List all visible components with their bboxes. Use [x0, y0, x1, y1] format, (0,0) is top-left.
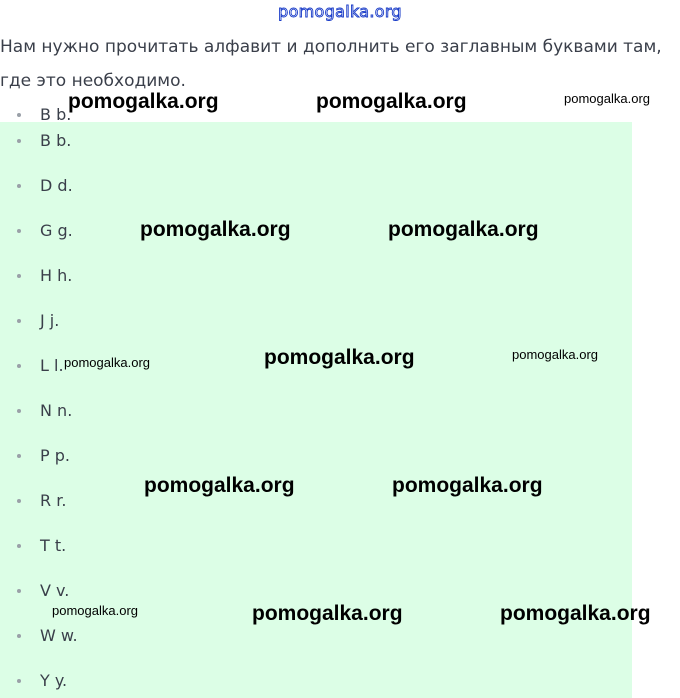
bullet-icon — [17, 499, 21, 503]
bullet-icon — [17, 319, 21, 323]
watermark: pomogalka.org — [52, 603, 138, 618]
bullet-icon — [17, 139, 21, 143]
watermark: pomogalka.org — [68, 90, 219, 113]
bullet-icon — [17, 229, 21, 233]
watermark: pomogalka.org — [564, 91, 650, 106]
bullet-icon — [17, 454, 21, 458]
watermark: pomogalka.org — [144, 474, 295, 497]
watermark: pomogalka.org — [500, 602, 651, 625]
watermark: pomogalka.org — [392, 474, 543, 497]
watermark: pomogalka.org — [316, 90, 467, 113]
intro-text: Нам нужно прочитать алфавит и дополнить его заглавным буквами там, где это необходимо. — [0, 37, 662, 91]
bullet-icon — [17, 364, 21, 368]
site-header[interactable]: pomogalka.org — [278, 2, 402, 21]
bullet-icon — [17, 184, 21, 188]
watermark: pomogalka.org — [388, 218, 539, 241]
bullet-icon — [17, 679, 21, 683]
bullet-icon — [17, 274, 21, 278]
bullet-icon — [17, 589, 21, 593]
bullet-icon — [17, 113, 21, 117]
watermark: pomogalka.org — [512, 347, 598, 362]
bullet-icon — [17, 634, 21, 638]
watermark: pomogalka.org — [64, 355, 150, 370]
bullet-icon — [17, 544, 21, 548]
watermark: pomogalka.org — [252, 602, 403, 625]
watermark: pomogalka.org — [140, 218, 291, 241]
watermark: pomogalka.org — [264, 346, 415, 369]
bullet-icon — [17, 409, 21, 413]
